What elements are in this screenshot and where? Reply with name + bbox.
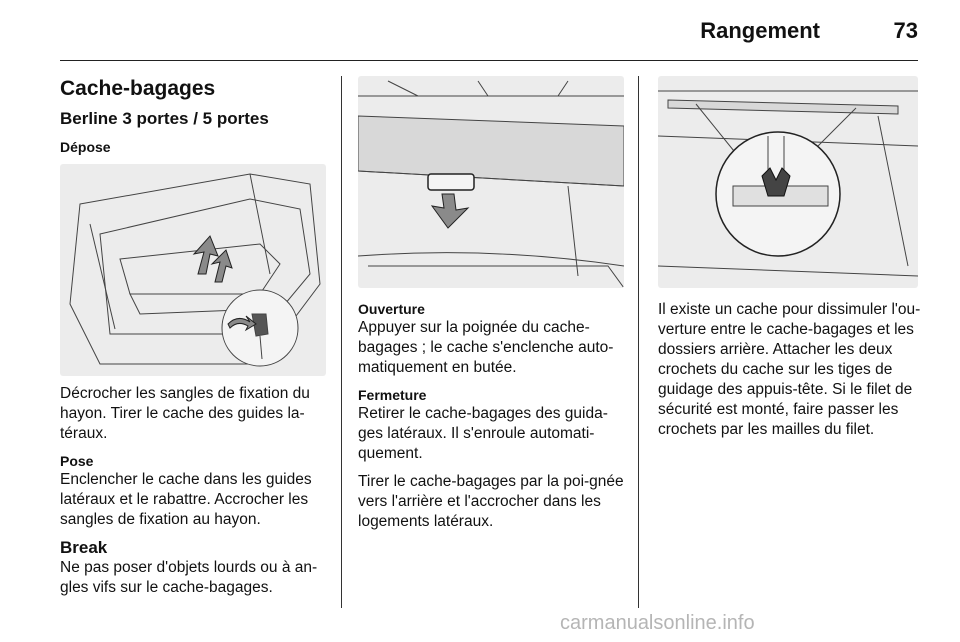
warning-title: Break bbox=[60, 538, 108, 557]
column-2 bbox=[358, 300, 624, 540]
header-divider bbox=[60, 60, 918, 61]
opening-text: Appuyer sur la poignée du cache-bagages ; le cache s'enclenche auto-matiquement en butée. bbox=[358, 319, 614, 376]
depose-text: Décrocher les sangles de fixation du hayon. Tirer le cache des guides la-téraux. bbox=[60, 385, 310, 442]
section-subheading: Berline 3 portes / 5 portes bbox=[60, 109, 269, 128]
closing-title: Fermeture bbox=[358, 387, 427, 403]
pose-text: Enclencher le cache dans les guides latéraux et le rabattre. Accrocher les sangles de fixation au hayon. bbox=[60, 471, 312, 528]
watermark: carmanualsonline.info bbox=[560, 612, 755, 634]
removal-illustration bbox=[60, 164, 326, 376]
column-divider-2 bbox=[638, 76, 639, 608]
section-heading: Cache-bagages bbox=[60, 77, 216, 100]
opening-illustration bbox=[358, 76, 624, 288]
hook-illustration bbox=[658, 76, 918, 288]
warning-text: Ne pas poser d'objets lourds ou à an-gles vifs sur le cache-bagages. bbox=[60, 559, 318, 596]
pose-title: Pose bbox=[60, 453, 94, 469]
net-cover-text: Il existe un cache pour dissimuler l'ou-verture entre le cache-bagages et les dossiers arrière. Attacher les deux crochets du cache sur les tiges de guidage des appuis-tête. Si le filet de sécurité est monté, faire passer les crochets par les mailles du filet. bbox=[658, 301, 921, 438]
column-3 bbox=[658, 300, 922, 448]
closing-text-2: Tirer le cache-bagages par la poi-gnée vers l'arrière et l'accrocher dans les logements latéraux. bbox=[358, 473, 624, 530]
page-number: 73 bbox=[893, 18, 918, 43]
column-divider-1 bbox=[341, 76, 342, 608]
page-title: Rangement bbox=[700, 18, 820, 43]
closing-text-1: Retirer le cache-bagages des guida-ges latéraux. Il s'enroule automati-quement. bbox=[358, 405, 608, 462]
depose-title: Dépose bbox=[60, 139, 111, 155]
opening-title: Ouverture bbox=[358, 301, 425, 317]
